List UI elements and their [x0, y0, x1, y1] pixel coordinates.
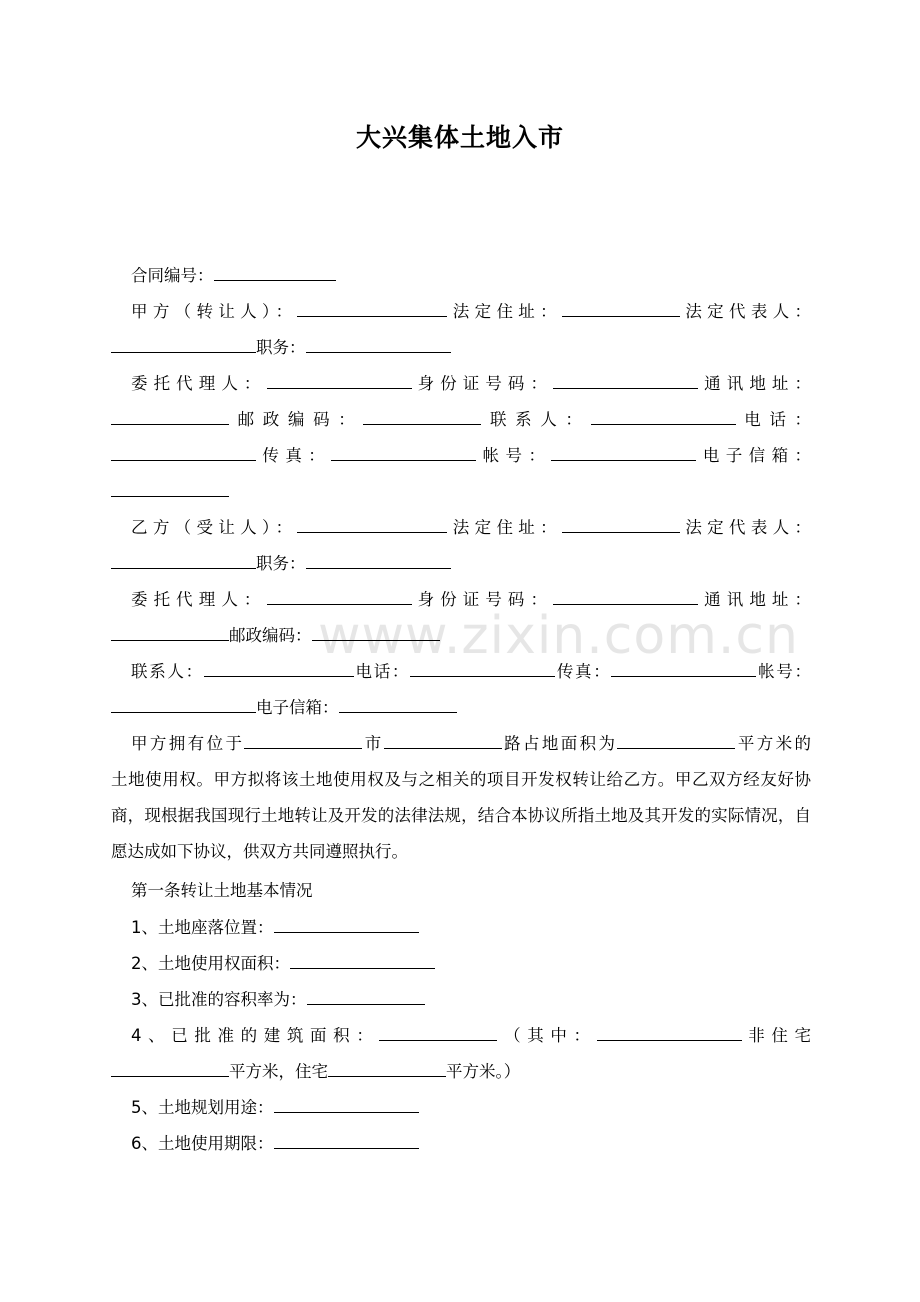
party-a-agent-field[interactable]	[267, 371, 412, 389]
party-a-agent-label: 委托代理人：	[131, 374, 267, 393]
article1-item-4-cont	[111, 1059, 811, 1084]
party-a-position-field[interactable]	[306, 335, 451, 353]
party-a-line-6	[111, 479, 811, 504]
item-4-nonresidential-field[interactable]	[597, 1023, 742, 1041]
party-b-line-2	[111, 551, 811, 576]
intro-line-1	[131, 731, 811, 756]
party-b-position-field[interactable]	[306, 551, 451, 569]
party-a-line-1	[131, 299, 811, 324]
party-a-line-4	[111, 407, 811, 432]
party-b-account-field[interactable]	[111, 695, 256, 713]
party-a-contact-label: 联系人：	[481, 410, 591, 429]
party-b-postcode-label: 邮政编码：	[229, 626, 312, 645]
item-3-field[interactable]	[307, 987, 425, 1005]
item-1-label: 1、土地座落位置：	[131, 918, 274, 937]
item-2-label: 2、土地使用权面积：	[131, 954, 290, 973]
article1-item-1	[131, 915, 811, 940]
party-a-line-5	[111, 443, 811, 468]
party-a-postcode-label: 邮政编码：	[229, 410, 364, 429]
party-a-name-field[interactable]	[297, 299, 447, 317]
item-4-residential-field[interactable]	[328, 1059, 446, 1077]
party-b-address-field[interactable]	[562, 515, 680, 533]
party-b-line-4	[111, 623, 811, 648]
item-4-text-d: 平方米，住宅	[229, 1062, 328, 1081]
intro-text-a: 甲方拥有位于	[131, 734, 245, 753]
party-b-line-5	[131, 659, 811, 684]
intro-location-field[interactable]	[244, 731, 362, 749]
party-a-id-field[interactable]	[553, 371, 698, 389]
party-b-address-label: 法定住址：	[447, 518, 562, 537]
party-a-postcode-field[interactable]	[363, 407, 481, 425]
item-3-label: 3、已批准的容积率为：	[131, 990, 307, 1009]
party-b-mail-addr-field[interactable]	[111, 623, 229, 641]
party-a-address-label: 法定住址：	[447, 302, 562, 321]
intro-text-b: 市	[362, 734, 384, 753]
party-b-rep-label: 法定代表人：	[679, 518, 812, 537]
party-b-email-field[interactable]	[339, 695, 457, 713]
party-b-id-label: 身份证号码：	[411, 590, 554, 609]
party-b-position-label: 职务：	[256, 554, 306, 573]
party-b-phone-label: 电话：	[353, 662, 411, 681]
party-b-email-label: 电子信箱：	[256, 698, 339, 717]
party-b-account-label: 帐号：	[756, 662, 812, 681]
party-b-label: 乙方（受让人）：	[131, 518, 298, 537]
party-a-fax-label: 传真：	[256, 446, 332, 465]
party-b-contact-field[interactable]	[204, 659, 354, 677]
party-a-fax-field[interactable]	[331, 443, 476, 461]
intro-text-d: 平方米的	[735, 734, 812, 753]
party-a-line-3	[131, 371, 811, 396]
party-b-fax-label: 传真：	[555, 662, 612, 681]
article1-item-6	[131, 1131, 811, 1156]
item-5-field[interactable]	[274, 1095, 419, 1113]
party-b-agent-field[interactable]	[267, 587, 412, 605]
party-a-phone-field[interactable]	[111, 443, 256, 461]
party-a-line-2	[111, 335, 811, 360]
party-b-agent-label: 委托代理人：	[131, 590, 267, 609]
party-b-line-6	[111, 695, 811, 720]
party-a-phone-label: 电话：	[735, 410, 812, 429]
party-a-account-field[interactable]	[551, 443, 696, 461]
party-b-phone-field[interactable]	[410, 659, 555, 677]
item-4-text-c: 非住宅	[741, 1026, 812, 1045]
party-a-label: 甲方（转让人）：	[131, 302, 298, 321]
intro-area-field[interactable]	[617, 731, 735, 749]
party-b-postcode-field[interactable]	[312, 623, 440, 641]
party-a-rep-field[interactable]	[111, 335, 256, 353]
item-5-label: 5、土地规划用途：	[131, 1098, 274, 1117]
party-b-line-1	[131, 515, 811, 540]
article1-item-3	[131, 987, 811, 1012]
intro-paragraph: 土地使用权。甲方拟将该土地使用权及与之相关的项目开发权转让给乙方。甲乙双方经友好协商，现根据我国现行土地转让及开发的法律法规，结合本协议所指土地及其开发的实际情况，自愿达成如下协议，供双方共同遵照执行。	[111, 770, 811, 861]
party-a-address-field[interactable]	[562, 299, 680, 317]
item-4-total-field[interactable]	[379, 1023, 497, 1041]
party-a-mail-addr-label: 通讯地址：	[698, 374, 812, 393]
party-a-mail-addr-field[interactable]	[111, 407, 229, 425]
article1-heading: 第一条转让土地基本情况	[131, 881, 313, 900]
item-6-field[interactable]	[274, 1131, 419, 1149]
contract-number-line	[131, 263, 811, 288]
item-4-label: 4、已批准的建筑面积：	[131, 1026, 380, 1045]
party-a-account-label: 帐号：	[476, 446, 552, 465]
party-a-rep-label: 法定代表人：	[679, 302, 812, 321]
party-a-contact-field[interactable]	[591, 407, 736, 425]
intro-text-c: 路占地面积为	[501, 734, 618, 753]
party-b-id-field[interactable]	[553, 587, 698, 605]
item-4-text-e: 平方米。）	[446, 1062, 521, 1081]
item-4-text-b: （其中：	[497, 1026, 597, 1045]
item-1-field[interactable]	[274, 915, 419, 933]
watermark: www.zixin.com.cn	[318, 606, 799, 666]
party-a-position-label: 职务：	[256, 338, 306, 357]
item-6-label: 6、土地使用期限：	[131, 1134, 274, 1153]
article1-item-5	[131, 1095, 811, 1120]
document-title: 大兴集体土地入市	[355, 123, 564, 152]
party-a-email-label: 电子信箱：	[696, 446, 812, 465]
item-4-nonresidential-area-field[interactable]	[111, 1059, 229, 1077]
party-b-fax-field[interactable]	[611, 659, 756, 677]
party-b-rep-field[interactable]	[111, 551, 256, 569]
article1-item-2	[131, 951, 811, 976]
contract-number-label: 合同编号：	[131, 266, 214, 285]
item-2-field[interactable]	[290, 951, 435, 969]
party-a-id-label: 身份证号码：	[411, 374, 554, 393]
intro-city-field[interactable]	[384, 731, 502, 749]
article1-item-4	[131, 1023, 811, 1048]
party-b-name-field[interactable]	[297, 515, 447, 533]
party-b-contact-label: 联系人：	[131, 662, 204, 681]
party-b-mail-addr-label: 通讯地址：	[698, 590, 812, 609]
contract-number-field[interactable]	[214, 263, 336, 281]
party-a-email-field[interactable]	[111, 479, 229, 497]
party-b-line-3	[131, 587, 811, 612]
